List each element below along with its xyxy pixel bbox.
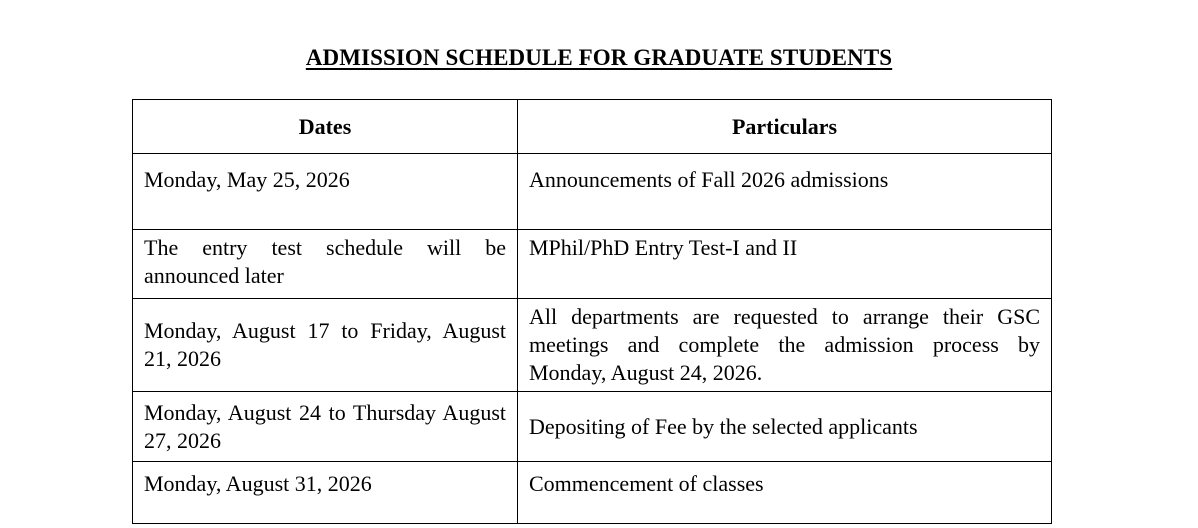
particulars-cell: MPhil/PhD Entry Test-I and II bbox=[518, 230, 1052, 299]
column-header-particulars: Particulars bbox=[518, 100, 1052, 154]
admission-schedule-table bbox=[132, 99, 1052, 524]
date-cell: Monday, August 31, 2026 bbox=[133, 462, 518, 524]
date-cell: The entry test schedule will be announced later bbox=[133, 230, 518, 299]
table-row bbox=[133, 392, 1052, 462]
particulars-cell: Commencement of classes bbox=[518, 462, 1052, 524]
particulars-cell: All departments are requested to arrange their GSC meetings and complete the admission process by Monday, August 24, 2026. bbox=[518, 299, 1052, 392]
particulars-cell: Depositing of Fee by the selected applicants bbox=[518, 392, 1052, 462]
particulars-cell: Announcements of Fall 2026 admissions bbox=[518, 154, 1052, 230]
table-row bbox=[133, 230, 1052, 299]
date-cell: Monday, May 25, 2026 bbox=[133, 154, 518, 230]
date-cell: Monday, August 24 to Thursday August 27, 2026 bbox=[133, 392, 518, 462]
table-row bbox=[133, 299, 1052, 392]
table-header-row bbox=[133, 100, 1052, 154]
table-row bbox=[133, 462, 1052, 524]
document-title: ADMISSION SCHEDULE FOR GRADUATE STUDENTS bbox=[305, 45, 893, 70]
date-cell: Monday, August 17 to Friday, August 21, 2026 bbox=[133, 299, 518, 392]
table-row bbox=[133, 154, 1052, 230]
column-header-dates: Dates bbox=[133, 100, 518, 154]
